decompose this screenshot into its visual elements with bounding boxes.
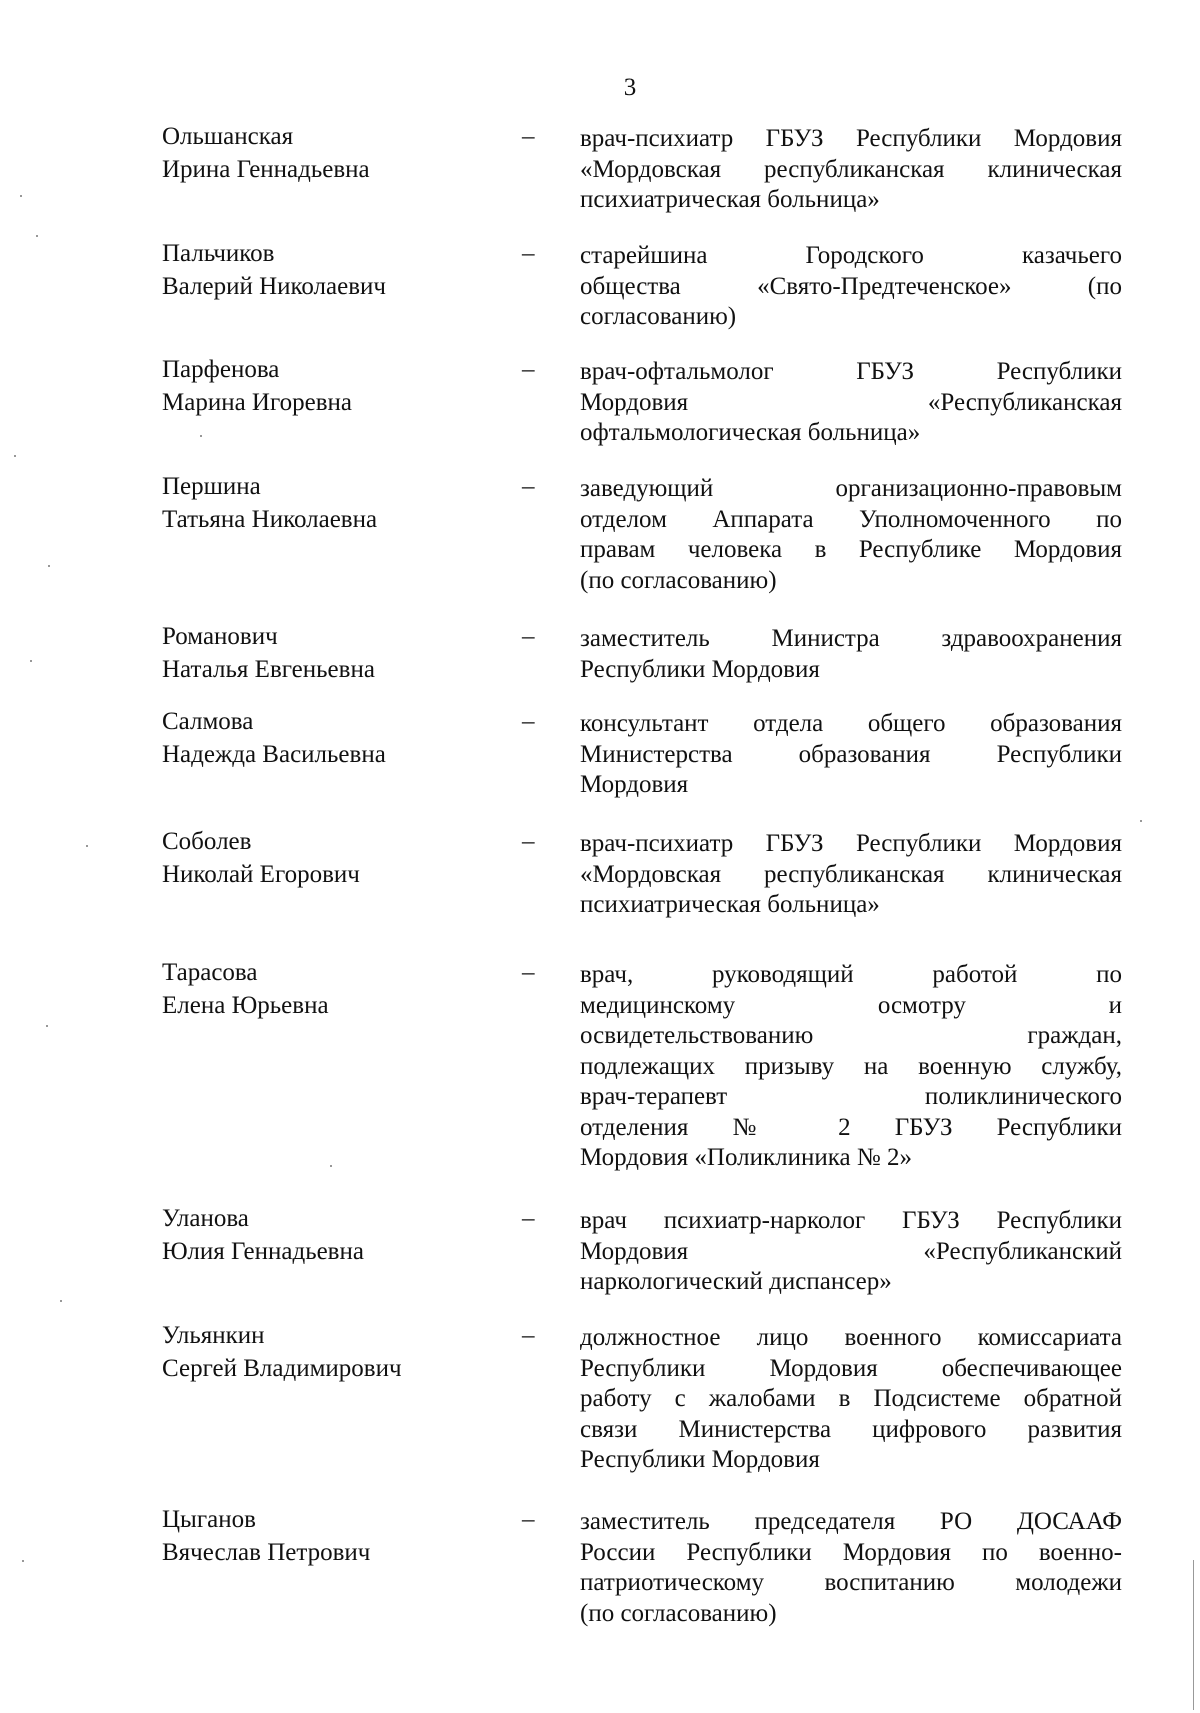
position-line: отделом Аппарата Уполномоченного по [580, 505, 1122, 533]
member-given-names: Елена Юрьевна [162, 992, 329, 1019]
position-line: врач-психиатр ГБУЗ Республики Мордовия [580, 125, 1122, 152]
member-surname: Першина [162, 473, 261, 500]
position-line: общества «Свято-Предтеченское» (по [580, 272, 1122, 300]
member-name [162, 1202, 502, 1268]
member-name [162, 237, 502, 303]
scan-speck [30, 660, 32, 662]
member-name [162, 470, 502, 536]
member-position [580, 1507, 1122, 1629]
entry-dash: – [522, 473, 535, 500]
page-number: 3 [623, 74, 637, 101]
member-name [162, 1503, 502, 1569]
position-line: правам человека в Республике Мордовия [580, 536, 1122, 563]
position-line: медицинскому осмотру и [580, 991, 1122, 1019]
member-given-names: Татьяна Николаевна [162, 506, 378, 533]
position-line: наркологический диспансер» [580, 1268, 892, 1295]
member-given-names: Юлия Геннадьевна [162, 1238, 364, 1265]
member-position [580, 124, 1122, 216]
member-position [580, 960, 1122, 1174]
position-line: освидетельствованию граждан, [580, 1022, 1122, 1049]
position-line: Мордовия «Республиканская [580, 388, 1122, 416]
scan-edge-line [1193, 1560, 1194, 1710]
position-line: психиатрическая больница» [580, 891, 880, 918]
scan-speck [48, 565, 50, 567]
position-line: Министерства образования Республики [580, 740, 1122, 768]
position-line: (по согласованию) [580, 1599, 777, 1627]
entry-dash: – [522, 1506, 535, 1533]
member-surname: Пальчиков [162, 240, 275, 267]
position-line: патриотическому воспитанию молодежи [580, 1569, 1122, 1596]
position-line: заместитель Министра здравоохранения [580, 625, 1122, 652]
scan-speck [330, 1165, 332, 1167]
member-given-names: Ирина Геннадьевна [162, 156, 370, 183]
member-name [162, 956, 502, 1022]
position-line: «Мордовская республиканская клиническая [580, 155, 1122, 183]
position-line: врач-психиатр ГБУЗ Республики Мордовия [580, 830, 1122, 857]
entry-dash: – [522, 240, 535, 267]
position-line: (по согласованию) [580, 566, 777, 594]
position-line: Республики Мордовия [580, 655, 820, 683]
position-line: отделения № 2 ГБУЗ Республики [580, 1113, 1122, 1141]
scan-speck [20, 195, 22, 197]
member-surname: Цыганов [162, 1506, 256, 1533]
entry-dash: – [522, 708, 535, 735]
entry-dash: – [522, 123, 535, 150]
member-given-names: Вячеслав Петрович [162, 1539, 371, 1566]
member-name [162, 353, 502, 419]
position-line: заведующий организационно-правовым [580, 475, 1122, 502]
member-position [580, 1206, 1122, 1298]
position-line: России Республики Мордовия по военно- [580, 1538, 1122, 1566]
member-position [580, 624, 1122, 685]
member-name [162, 120, 502, 186]
member-surname: Романович [162, 623, 278, 650]
member-surname: Парфенова [162, 356, 280, 383]
member-given-names: Марина Игоревна [162, 389, 352, 416]
position-line: врач-офтальмолог ГБУЗ Республики [580, 358, 1122, 385]
member-name [162, 620, 502, 686]
entry-dash: – [522, 1205, 535, 1232]
scan-speck [200, 435, 202, 437]
member-position [580, 829, 1122, 921]
entry-dash: – [522, 623, 535, 650]
entry-dash: – [522, 828, 535, 855]
member-position [580, 1323, 1122, 1476]
scan-speck [22, 1560, 24, 1562]
scan-speck [36, 235, 38, 237]
position-line: «Мордовская республиканская клиническая [580, 860, 1122, 888]
entry-dash: – [522, 1322, 535, 1349]
position-line: офтальмологическая больница» [580, 419, 921, 446]
member-name [162, 825, 502, 891]
position-line: Мордовия «Республиканский [580, 1237, 1122, 1265]
position-line: Мордовия [580, 771, 689, 798]
position-line: старейшина Городского казачьего [580, 242, 1122, 269]
scan-speck [46, 1025, 48, 1027]
member-position [580, 709, 1122, 801]
member-name [162, 705, 502, 771]
entry-dash: – [522, 356, 535, 383]
position-line: подлежащих призыву на военную службу, [580, 1052, 1122, 1080]
member-position [580, 474, 1122, 596]
member-given-names: Наталья Евгеньевна [162, 656, 375, 683]
entry-dash: – [522, 959, 535, 986]
position-line: Республики Мордовия обеспечивающее [580, 1354, 1122, 1382]
scan-speck [86, 845, 88, 847]
position-line: Республики Мордовия [580, 1446, 820, 1473]
scan-speck [14, 455, 16, 457]
member-surname: Салмова [162, 708, 254, 735]
member-position [580, 241, 1122, 333]
member-given-names: Сергей Владимирович [162, 1355, 402, 1382]
position-line: заместитель председателя РО ДОСААФ [580, 1508, 1122, 1535]
position-line: врач психиатр-нарколог ГБУЗ Республики [580, 1207, 1122, 1234]
scan-speck [1140, 820, 1142, 822]
position-line: должностное лицо военного комиссариата [580, 1324, 1122, 1351]
position-line: согласованию) [580, 303, 737, 330]
member-surname: Ольшанская [162, 123, 294, 150]
member-surname: Уланова [162, 1205, 249, 1232]
position-line: работу с жалобами в Подсистеме обратной [580, 1385, 1122, 1412]
position-line: связи Министерства цифрового развития [580, 1415, 1122, 1443]
position-line: психиатрическая больница» [580, 186, 880, 213]
member-surname: Соболев [162, 828, 252, 855]
member-given-names: Валерий Николаевич [162, 273, 386, 300]
member-given-names: Николай Егорович [162, 861, 360, 888]
position-line: врач, руководящий работой по [580, 961, 1122, 988]
member-position [580, 357, 1122, 449]
position-line: консультант отдела общего образования [580, 710, 1122, 737]
member-given-names: Надежда Васильевна [162, 741, 386, 768]
scan-speck [60, 1300, 62, 1302]
position-line: Мордовия «Поликлиника № 2» [580, 1144, 912, 1171]
member-surname: Ульянкин [162, 1322, 265, 1349]
member-name [162, 1319, 502, 1385]
position-line: врач-терапевт поликлинического [580, 1083, 1122, 1110]
member-surname: Тарасова [162, 959, 258, 986]
